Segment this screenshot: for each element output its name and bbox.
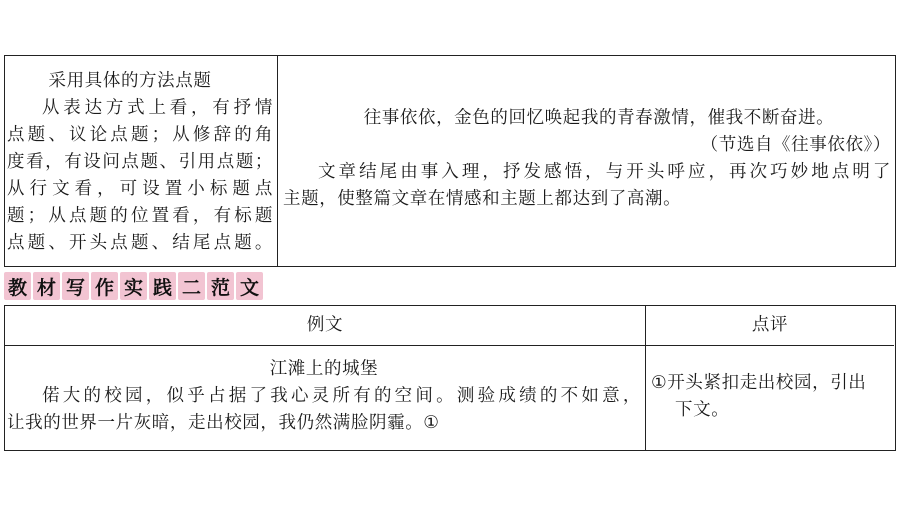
column-header-example: 例文: [306, 315, 344, 335]
example-comment-line: 主题，使整篇文章在情感和主题上都达到了高潮。: [283, 189, 682, 209]
heading-char: 二: [178, 272, 205, 300]
example-quote: 往事依依，金色的回忆唤起我的青春激情，催我不断奋进。: [363, 108, 835, 128]
top-table: [4, 55, 896, 267]
heading-char: 文: [236, 272, 263, 300]
heading-char: 践: [149, 272, 176, 300]
method-line: 点题、议论点题；从修辞的角: [7, 125, 273, 145]
comment-cell: [651, 370, 891, 424]
method-line: 度看，有设问点题、引用点题；: [7, 152, 273, 172]
example-cell: [283, 105, 891, 213]
section-heading: [4, 272, 263, 300]
column-header-comment: 点评: [751, 315, 789, 335]
comment-line: 下文。: [675, 400, 730, 420]
method-title: 采用具体的方法点题: [48, 71, 212, 91]
method-line: 题；从点题的位置看，有标题: [7, 206, 273, 226]
comment-line: ①开头紧扣走出校园，引出: [651, 373, 867, 393]
top-table-divider: [277, 55, 278, 267]
heading-char: 作: [91, 272, 118, 300]
example-source: （节选自《往事依依》）: [700, 135, 891, 155]
method-line: 从表达方式上看，有抒情: [42, 98, 273, 118]
method-line: 点题、开头点题、结尾点题。: [7, 233, 273, 253]
method-cell: [7, 68, 273, 257]
example-comment-line: 文章结尾由事入理，抒发感悟，与开头呼应，再次巧妙地点明了: [318, 162, 891, 182]
essay-line: 偌大的校园，似乎占据了我心灵所有的空间。测验成绩的不如意，: [42, 386, 641, 406]
bottom-table: [4, 305, 896, 451]
heading-char: 写: [62, 272, 89, 300]
essay-line: 让我的世界一片灰暗，走出校园，我仍然满脸阴霾。①: [7, 413, 440, 433]
bottom-table-divider: [645, 305, 646, 451]
essay-cell: [7, 356, 641, 437]
heading-char: 材: [33, 272, 60, 300]
method-line: 从行文看，可设置小标题点: [7, 179, 273, 199]
heading-char: 实: [120, 272, 147, 300]
heading-char: 范: [207, 272, 234, 300]
bottom-table-header-line: [5, 345, 894, 346]
essay-title: 江滩上的城堡: [269, 359, 379, 379]
heading-char: 教: [4, 272, 31, 300]
